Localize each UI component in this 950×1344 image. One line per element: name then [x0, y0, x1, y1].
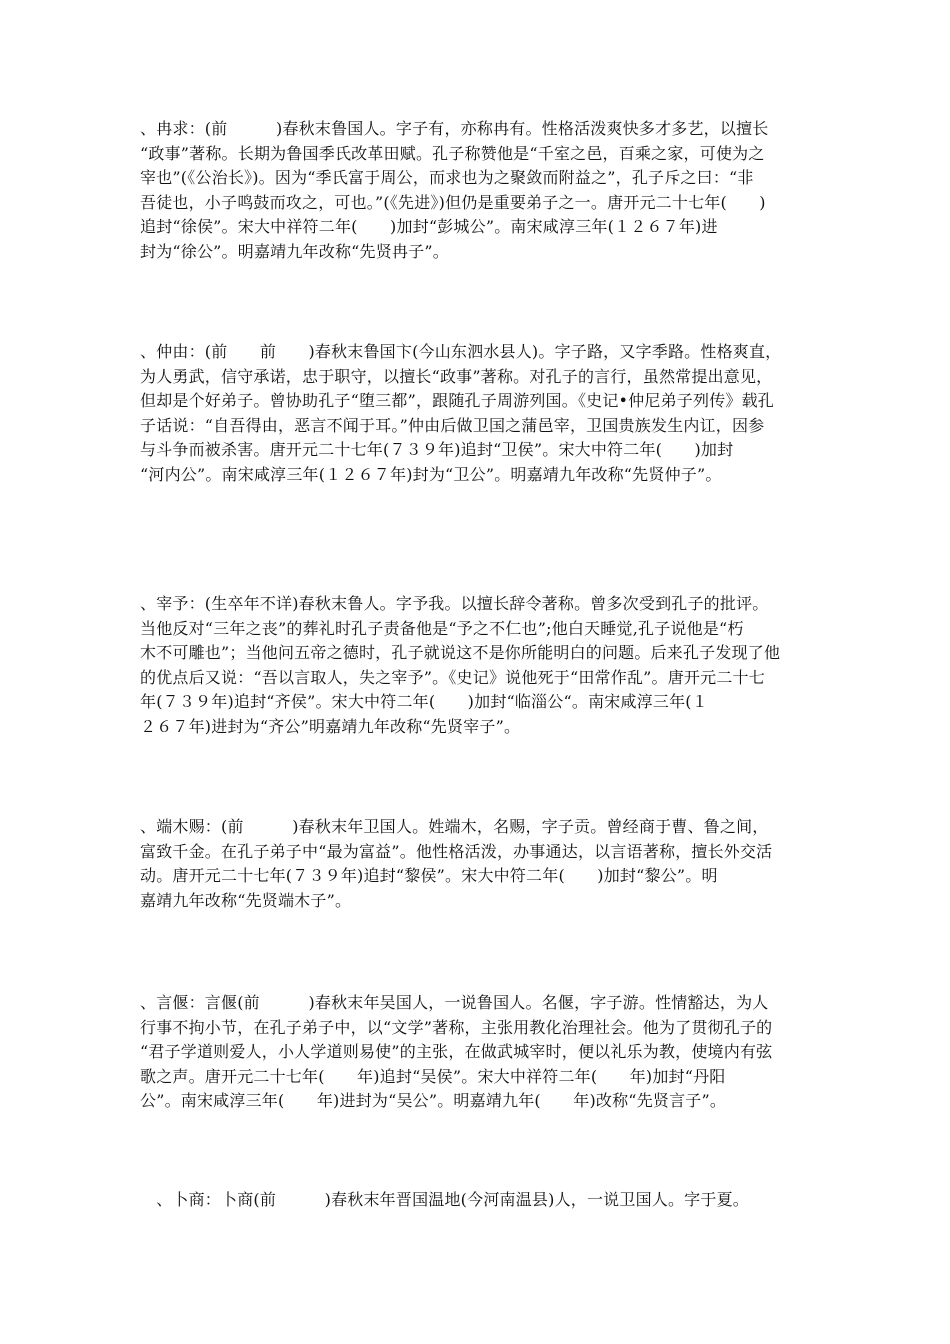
text-line: 追封“徐侯”。宋大中祥符二年( )加封“彭城公”。南宋咸淳三年(１２６７年)进	[140, 217, 718, 237]
text-line: 但却是个好弟子。曾协助孔子“堕三都”，跟随孔子周游列国。《史记•仲尼弟子列传》载孔	[140, 391, 774, 411]
text-line: “君子学道则爱人，小人学道则易使”的主张，在做武城宰时，便以礼乐为教，使境内有弦	[140, 1042, 773, 1062]
text-line: 木不可雕也”；当他问五帝之德时，孔子就说这不是你所能明白的问题。后来孔子发现了他	[140, 643, 781, 663]
text-line: 年(７３９年)追封“齐侯”。宋大中符二年( )加封“临淄公“。南宋咸淳三年(１	[140, 692, 708, 712]
text-line: 当他反对“三年之丧”的葬礼时孔子责备他是“予之不仁也”;他白天睡觉,孔子说他是“朽	[140, 618, 744, 638]
text-line: 、端木赐：(前 )春秋末年卫国人。姓端木，名赐，字子贡。曾经商于曹、鲁之间，	[140, 817, 769, 836]
text-line: 吾徒也，小子鸣鼓而攻之，可也。”(《先进》)但仍是重要弟子之一。唐开元二十七年( )	[140, 192, 766, 212]
text-line: “政事”著称。长期为鲁国季氏改革田赋。孔子称赞他是“千室之邑，百乘之家，可使为之	[140, 143, 765, 163]
paragraph-zai-yu	[140, 592, 820, 740]
text-line: 、仲由：(前 前 )春秋末鲁国卞(今山东泗水县人)。字子路，又字季路。性格爽直，	[140, 342, 782, 361]
text-line: 嘉靖九年改称“先贤端木子”。	[140, 890, 352, 910]
paragraph-ran-qiu	[140, 117, 820, 265]
text-line: 、宰予：(生卒年不详)春秋末鲁人。字予我。以擅长辞令著称。曾多次受到孔子的批评。	[140, 594, 769, 613]
text-line: 宰也”(《公治长》)。因为“季氏富于周公，而求也为之聚敛而附益之”，孔子斥之曰：“非	[140, 168, 754, 188]
text-line: 动。唐开元二十七年(７３９年)追封“黎侯”。宋大中符二年( )加封“黎公”。明	[140, 866, 718, 886]
text-line: 子话说：“自吾得由，恶言不闻于耳。”仲由后做卫国之蒲邑宰，卫国贵族发生内讧，因参	[140, 415, 765, 435]
text-line: 、言偃：言偃(前 )春秋末年吴国人，一说鲁国人。名偃，字子游。性情豁达，为人	[140, 993, 769, 1012]
text-line: 的优点后又说：“吾以言取人，失之宰予”。《史记》说他死于“田常作乱”。唐开元二十七	[140, 667, 765, 687]
text-line: 、冉求：(前 )春秋末鲁国人。字子有，亦称冉有。性格活泼爽快多才多艺，以擅长	[140, 119, 769, 138]
text-line: “河内公”。南宋咸淳三年(１２６７年)封为“卫公”。明嘉靖九年改称“先贤仲子”。	[140, 464, 722, 484]
paragraph-bu-shang	[140, 1188, 820, 1213]
text-line: 歌之声。唐开元二十七年( 年)追封“吴侯”。宋大中祥符二年( 年)加封“丹阳	[140, 1066, 726, 1086]
text-line: 封为“徐公”。明嘉靖九年改称“先贤冉子”。	[140, 241, 449, 261]
text-line: ２６７年)进封为“齐公”明嘉靖九年改称“先贤宰子”。	[140, 716, 521, 736]
text-line: 公”。南宋咸淳三年( 年)进封为“吴公”。明嘉靖九年( 年)改称“先贤言子”。	[140, 1091, 727, 1111]
paragraph-duanmu-ci	[140, 815, 820, 913]
text-line: 行事不拘小节，在孔子弟子中，以“文学”著称，主张用教化治理社会。他为了贯彻孔子的	[140, 1017, 773, 1037]
paragraph-yan-yan	[140, 991, 820, 1114]
text-line: 富致千金。在孔子弟子中“最为富益”。他性格活泼，办事通达，以言语著称，擅长外交活	[140, 841, 773, 861]
text-line: 与斗争而被杀害。唐开元二十七年(７３９年)追封“卫侯”。宋大中符二年( )加封	[140, 440, 734, 460]
paragraph-zhong-you	[140, 340, 820, 488]
text-line: 、卜商：卜商(前 )春秋末年晋国温地(今河南温县)人，一说卫国人。字于夏。	[140, 1190, 749, 1209]
text-line: 为人勇武，信守承诺，忠于职守，以擅长“政事”著称。对孔子的言行，虽然常提出意见，	[140, 366, 773, 386]
